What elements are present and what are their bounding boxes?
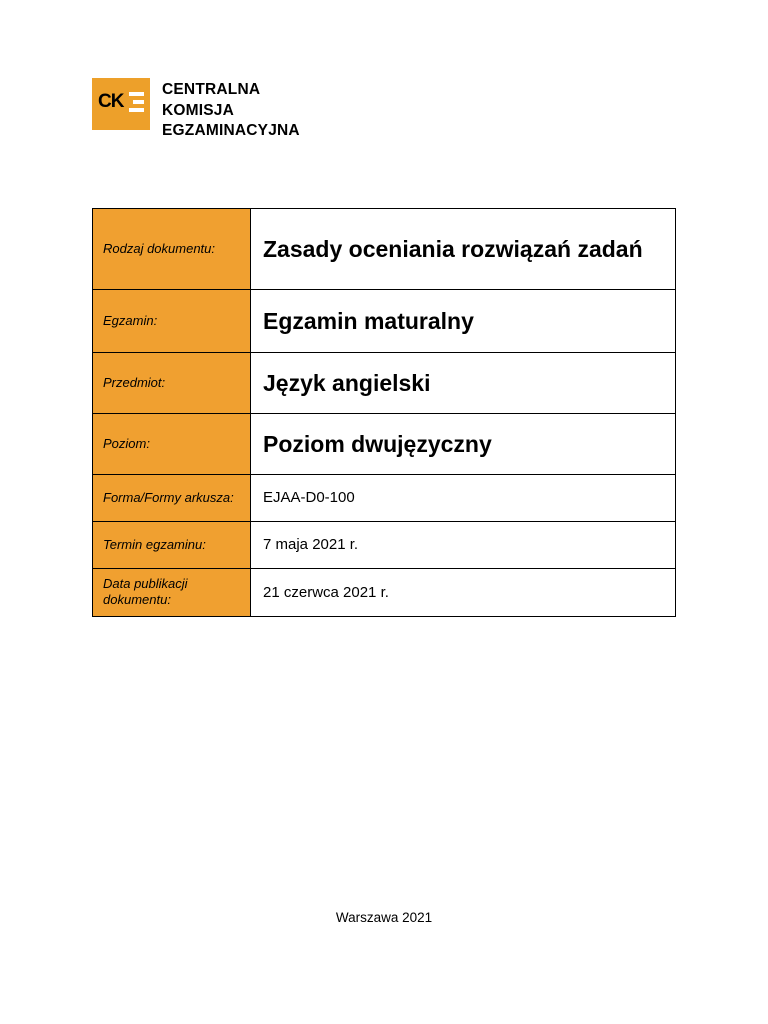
row-value-przedmiot: [251, 353, 676, 414]
row-label-poziom: Poziom:: [93, 414, 251, 475]
row-label-rodzaj-dokumentu: Rodzaj dokumentu:: [93, 209, 251, 290]
exam-name-text: Egzamin maturalny: [263, 307, 474, 334]
cke-logo-mark-icon: [92, 78, 150, 130]
logo-bar-middle: [133, 100, 144, 104]
cke-logo: [92, 78, 300, 142]
cke-logo-monogram: CK: [98, 91, 124, 112]
row-label-egzamin: Egzamin:: [93, 290, 251, 353]
table-row: [93, 353, 676, 414]
page-footer: Warszawa 2021: [335, 910, 433, 925]
logo-line-2: KOMISJA: [162, 101, 235, 119]
document-info-table: [92, 208, 676, 617]
row-value-egzamin: [251, 290, 676, 353]
row-value-poziom: [251, 414, 676, 475]
logo-line-3: EGZAMINACYJNA: [162, 122, 300, 140]
cke-logo-wordmark: [162, 78, 300, 142]
logo-line-1: CENTRALNA: [162, 81, 261, 98]
exam-date-text: 7 maja 2021 r.: [263, 536, 359, 554]
row-value-forma-arkusza: [251, 475, 676, 522]
row-value-rodzaj-dokumentu: [251, 209, 676, 290]
sheet-code-text: EJAA-D0-100: [263, 489, 355, 507]
row-label-forma-arkusza: Forma/Formy arkusza:: [93, 475, 251, 522]
level-text: Poziom dwujęzyczny: [263, 430, 492, 457]
table-row: [93, 475, 676, 522]
table-row: [93, 290, 676, 353]
row-label-termin-egzaminu: Termin egzaminu:: [93, 522, 251, 569]
table-row: [93, 209, 676, 290]
subject-text: Język angielski: [263, 369, 431, 396]
row-value-termin-egzaminu: [251, 522, 676, 569]
row-label-przedmiot: Przedmiot:: [93, 353, 251, 414]
table-row: [93, 522, 676, 569]
document-type-text: Zasady oceniania rozwiązań zadań: [263, 235, 643, 262]
logo-bar-bottom: [129, 108, 144, 112]
row-label-data-publikacji: Data publikacji dokumentu:: [93, 569, 251, 617]
publication-date-text: 21 czerwca 2021 r.: [263, 583, 389, 601]
logo-bar-top: [129, 92, 144, 96]
table-row: [93, 569, 676, 617]
row-value-data-publikacji: [251, 569, 676, 617]
table-row: [93, 414, 676, 475]
